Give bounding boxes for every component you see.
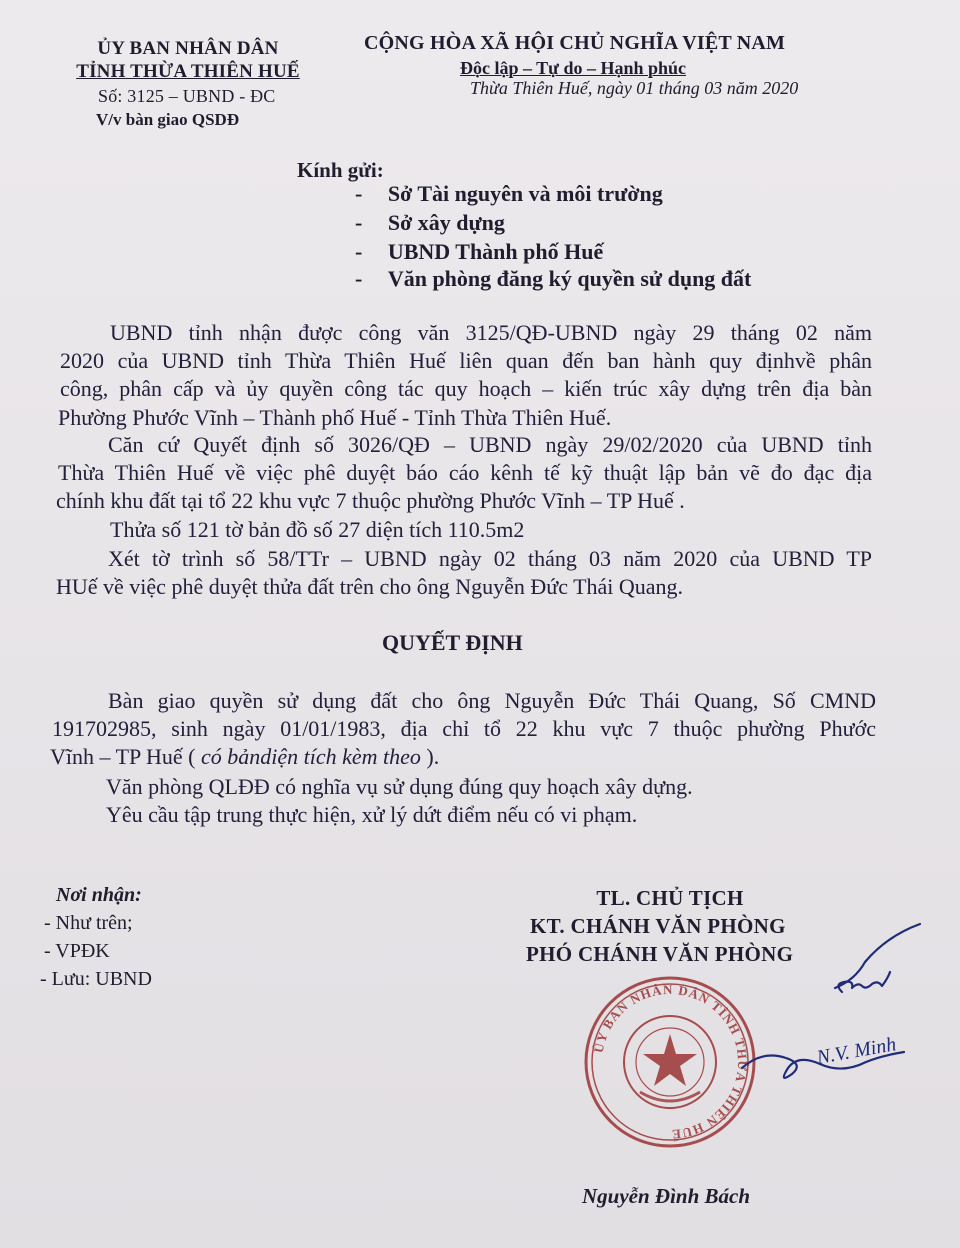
recipient-item (355, 210, 505, 236)
decision-line-text: Vĩnh – TP Huế ( (50, 744, 201, 769)
document-subject: V/v bàn giao QSDĐ (96, 110, 240, 129)
recipient-item (355, 181, 663, 207)
body-line: UBND tỉnh nhận được công văn 3125/QĐ-UBND ngày 29 tháng 02 năm (110, 320, 872, 345)
footer-recipient: - VPĐK (44, 940, 110, 962)
national-motto: Độc lập – Tự do – Hạnh phúc (460, 58, 687, 78)
recipient-text: Sở Tài nguyên và môi trường (387, 181, 663, 206)
recipient-text: Sở xây dựng (387, 210, 505, 235)
footer-recipient: - Lưu: UBND (40, 968, 152, 990)
handwritten-signature-icon (690, 920, 950, 1120)
footer-recipient: - Như trên; (44, 912, 133, 934)
recipient-item (355, 266, 751, 292)
country-name: CỘNG HÒA XÃ HỘI CHỦ NGHĨA VIỆT NAM (364, 32, 786, 54)
body-line: Thừa Thiên Huế về việc phê duyệt báo cáo kênh tế kỹ thuật lập bản vẽ đo đạc địa (58, 460, 872, 485)
org-name-line1: ỦY BAN NHÂN DÂN (97, 38, 279, 59)
place-and-date: Thừa Thiên Huế, ngày 01 tháng 03 năm 2020 (470, 78, 799, 98)
signature-title-2: KT. CHÁNH VĂN PHÒNG (530, 914, 786, 938)
document-number: Số: 3125 – UBND - ĐC (98, 86, 276, 106)
body-line: Xét tờ trình số 58/TTr – UBND ngày 02 tháng 03 năm 2020 của UBND TP (108, 546, 872, 571)
decision-line-italic: có bảndiện tích kèm theo (200, 744, 421, 769)
signature-title-3: PHÓ CHÁNH VĂN PHÒNG (526, 942, 794, 966)
org-name-line2: TỈNH THỪA THIÊN HUẾ (76, 61, 300, 82)
decision-line (50, 744, 439, 770)
body-line: công, phân cấp và ủy quyền công tác quy hoạch – kiến trúc xây dựng trên địa bàn (60, 376, 872, 401)
recipient-item (355, 239, 603, 265)
recipient-bullet: - (355, 181, 363, 206)
body-line: 2020 của UBND tỉnh Thừa Thiên Huế liên quan đến ban hành quy địnhvề phân (60, 348, 872, 373)
decision-title: QUYẾT ĐỊNH (382, 630, 523, 655)
body-line: Thửa số 121 tờ bản đồ số 27 diện tích 110.5m2 (110, 517, 525, 542)
recipient-text: UBND Thành phố Huế (387, 239, 604, 264)
body-line: HUế về việc phê duyệt thửa đất trên cho ông Nguyễn Đức Thái Quang. (56, 574, 684, 599)
decision-line: 191702985, sinh ngày 01/01/1983, địa chỉ tổ 22 khu vực 7 thuộc phường Phước (52, 716, 876, 741)
decision-line-text: ). (420, 744, 440, 769)
body-line: chính khu đất tại tổ 22 khu vực 7 thuộc phường Phước Vĩnh – TP Huế . (56, 488, 685, 513)
recipient-text: Văn phòng đăng ký quyền sử dụng đất (387, 266, 752, 291)
body-line: Căn cứ Quyết định số 3026/QĐ – UBND ngày 29/02/2020 của UBND tỉnh (108, 432, 872, 457)
body-line: Phường Phước Vĩnh – Thành phố Huế - Tỉnh Thừa Thiên Huế. (58, 405, 612, 430)
recipient-bullet: - (355, 266, 363, 291)
svg-text:ỦY BAN NHÂN DÂN TỈNH THỪA THIÊ: ỦY BAN NHÂN DÂN TỈNH THỪA THIÊN HUẾ (590, 981, 751, 1143)
decision-line: Văn phòng QLĐĐ có nghĩa vụ sử dụng đúng quy hoạch xây dựng. (106, 774, 693, 799)
decision-line: Bàn giao quyền sử dụng đất cho ông Nguyễn Đức Thái Quang, Số CMND (108, 688, 876, 713)
signer-name: Nguyễn Đình Bách (582, 1184, 751, 1208)
signature-title-1: TL. CHỦ TỊCH (596, 886, 744, 910)
handwritten-note: N.V. Minh (815, 1033, 898, 1069)
decision-line: Yêu cầu tập trung thực hiện, xử lý dứt điểm nếu có vi phạm. (106, 802, 638, 827)
recipients-label: Kính gửi: (297, 158, 384, 182)
recipient-bullet: - (355, 239, 363, 264)
recipient-bullet: - (355, 210, 363, 235)
footer-recipients-label: Nơi nhận: (56, 884, 142, 906)
